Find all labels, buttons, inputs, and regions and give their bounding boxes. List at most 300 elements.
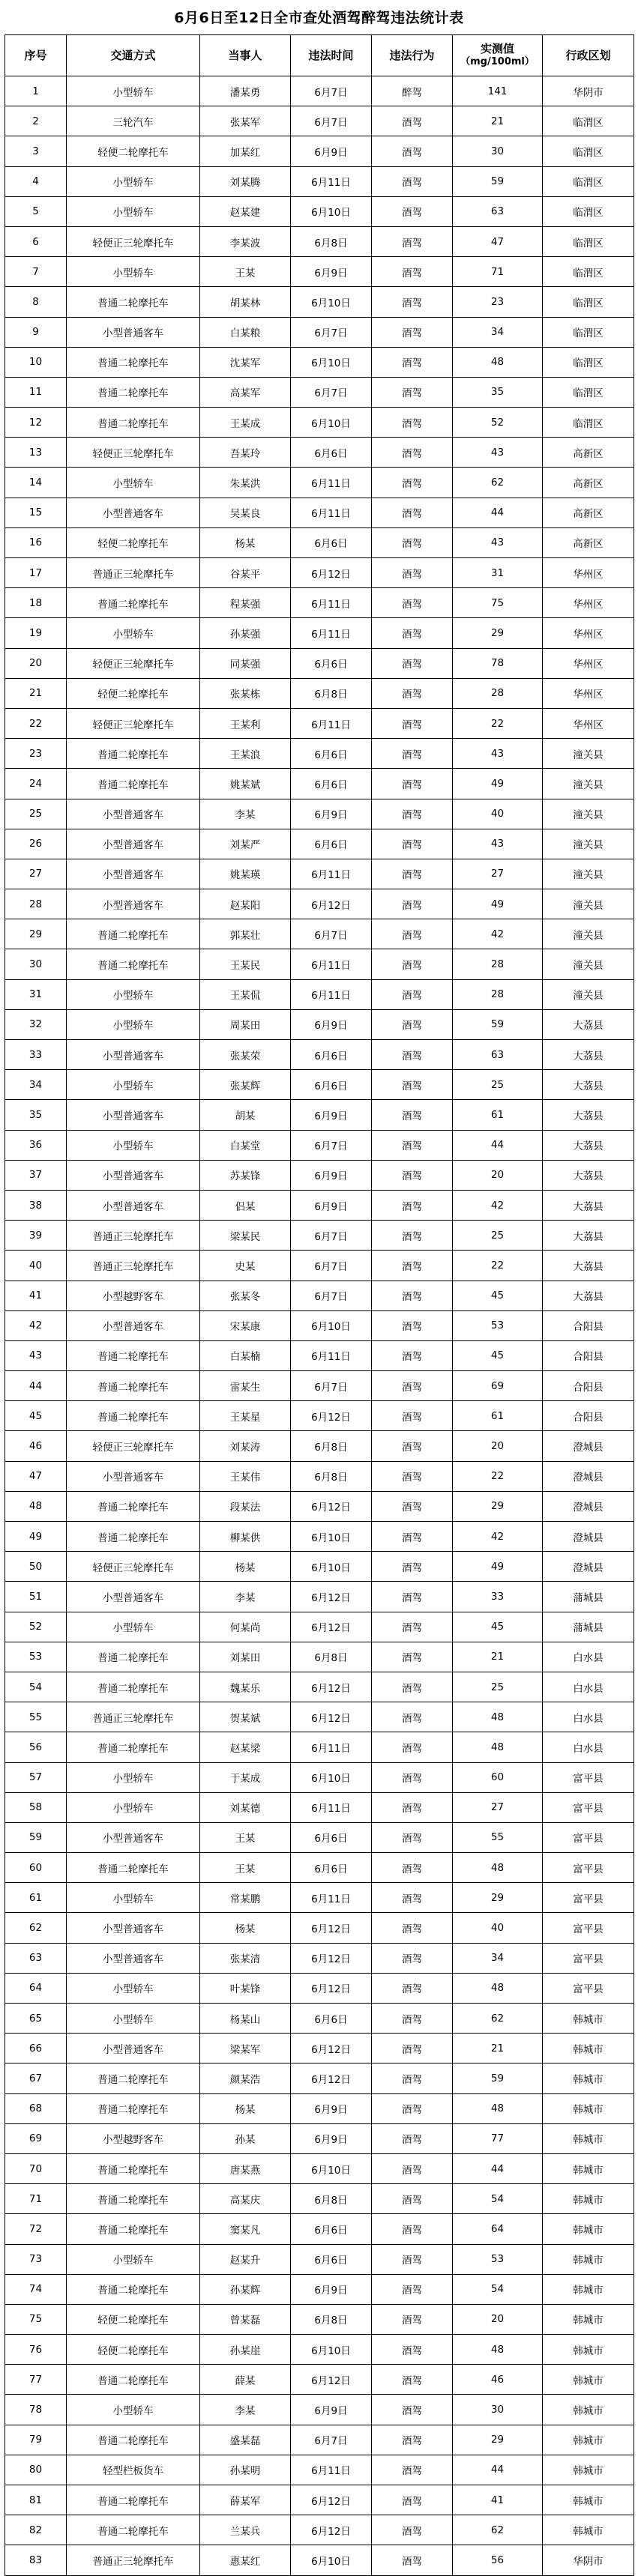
cell-measured-value: 44 (453, 2153, 543, 2183)
cell-vehicle-type: 小型轿车 (67, 1612, 200, 1642)
cell-violation-type: 酒驾 (372, 2335, 453, 2365)
cell-party: 同某强 (200, 648, 291, 678)
cell-measured-value: 48 (453, 1853, 543, 1883)
cell-measured-value: 61 (453, 1401, 543, 1431)
cell-index: 71 (5, 2184, 67, 2214)
cell-index: 66 (5, 2034, 67, 2063)
cell-district: 临渭区 (543, 317, 634, 347)
cell-violation-date: 6月6日 (291, 769, 372, 799)
cell-measured-value: 28 (453, 678, 543, 708)
cell-violation-date: 6月11日 (291, 1883, 372, 1913)
cell-vehicle-type: 轻便正三轮摩托车 (67, 708, 200, 738)
cell-vehicle-type: 普通二轮摩托车 (67, 588, 200, 618)
cell-violation-date: 6月6日 (291, 2004, 372, 2034)
cell-district: 华州区 (543, 708, 634, 738)
cell-measured-value: 30 (453, 2395, 543, 2425)
cell-party: 谷某平 (200, 558, 291, 588)
cell-party: 贺某斌 (200, 1702, 291, 1732)
cell-violation-date: 6月9日 (291, 1190, 372, 1220)
cell-vehicle-type: 轻型栏板货车 (67, 2455, 200, 2485)
cell-violation-date: 6月12日 (291, 558, 372, 588)
cell-violation-type: 酒驾 (372, 2425, 453, 2455)
cell-violation-date: 6月6日 (291, 438, 372, 468)
cell-vehicle-type: 普通二轮摩托车 (67, 2515, 200, 2545)
cell-violation-date: 6月6日 (291, 2214, 372, 2244)
cell-violation-type: 酒驾 (372, 136, 453, 166)
cell-violation-type: 酒驾 (372, 1040, 453, 1070)
cell-measured-value: 59 (453, 166, 543, 196)
cell-district: 韩城市 (543, 2335, 634, 2365)
cell-vehicle-type: 普通二轮摩托车 (67, 739, 200, 769)
table-row (5, 317, 634, 347)
cell-district: 韩城市 (543, 2184, 634, 2214)
cell-district: 华州区 (543, 618, 634, 648)
header-measured-value-label: 实测值 (480, 42, 514, 55)
cell-violation-type: 酒驾 (372, 2545, 453, 2575)
cell-violation-type: 酒驾 (372, 498, 453, 527)
cell-district: 白水县 (543, 1642, 634, 1672)
cell-violation-type: 酒驾 (372, 257, 453, 287)
cell-vehicle-type: 普通二轮摩托车 (67, 2485, 200, 2515)
cell-violation-type: 酒驾 (372, 889, 453, 919)
cell-violation-type: 酒驾 (372, 468, 453, 498)
cell-measured-value: 40 (453, 799, 543, 829)
cell-violation-type: 酒驾 (372, 438, 453, 468)
cell-measured-value: 25 (453, 1221, 543, 1251)
cell-vehicle-type: 小型普通客车 (67, 1943, 200, 1973)
cell-district: 大荔县 (543, 1190, 634, 1220)
cell-party: 叶某锋 (200, 1973, 291, 2003)
table-row (5, 106, 634, 136)
cell-measured-value: 54 (453, 2184, 543, 2214)
cell-violation-type: 酒驾 (372, 769, 453, 799)
cell-vehicle-type: 小型轿车 (67, 1762, 200, 1792)
cell-violation-date: 6月8日 (291, 678, 372, 708)
cell-party: 孙某强 (200, 618, 291, 648)
cell-index: 19 (5, 618, 67, 648)
cell-violation-date: 6月12日 (291, 1702, 372, 1732)
cell-violation-date: 6月9日 (291, 1160, 372, 1190)
cell-vehicle-type: 普通二轮摩托车 (67, 1522, 200, 1552)
cell-measured-value: 61 (453, 1100, 543, 1130)
cell-vehicle-type: 小型普通客车 (67, 1040, 200, 1070)
cell-party: 曾某磊 (200, 2304, 291, 2334)
cell-district: 富平县 (543, 1762, 634, 1792)
cell-measured-value: 45 (453, 1340, 543, 1370)
cell-violation-date: 6月12日 (291, 889, 372, 919)
cell-party: 白某粮 (200, 317, 291, 347)
cell-vehicle-type: 普通二轮摩托车 (67, 2425, 200, 2455)
cell-violation-type: 酒驾 (372, 1371, 453, 1401)
cell-index: 55 (5, 1702, 67, 1732)
header-index: 序号 (5, 35, 67, 76)
cell-party: 胡某林 (200, 287, 291, 317)
table-row (5, 1371, 634, 1401)
table-header-row (5, 35, 634, 76)
cell-party: 姚某斌 (200, 769, 291, 799)
cell-violation-date: 6月10日 (291, 196, 372, 226)
cell-measured-value: 40 (453, 1913, 543, 1943)
cell-party: 段某法 (200, 1491, 291, 1521)
cell-party: 王某侃 (200, 979, 291, 1009)
table-row (5, 1070, 634, 1100)
cell-violation-type: 酒驾 (372, 588, 453, 618)
cell-index: 3 (5, 136, 67, 166)
cell-district: 韩城市 (543, 2214, 634, 2244)
cell-index: 27 (5, 859, 67, 889)
cell-violation-date: 6月6日 (291, 648, 372, 678)
cell-index: 45 (5, 1401, 67, 1431)
cell-vehicle-type: 小型轿车 (67, 2395, 200, 2425)
table-row (5, 2545, 634, 2575)
cell-district: 大荔县 (543, 1130, 634, 1160)
cell-party: 杨某山 (200, 2004, 291, 2034)
cell-violation-type: 酒驾 (372, 1100, 453, 1130)
cell-index: 49 (5, 1522, 67, 1552)
cell-party: 侣某 (200, 1190, 291, 1220)
cell-vehicle-type: 轻便正三轮摩托车 (67, 1431, 200, 1461)
cell-district: 韩城市 (543, 2365, 634, 2395)
cell-index: 15 (5, 498, 67, 527)
cell-district: 大荔县 (543, 1281, 634, 1310)
table-row (5, 2244, 634, 2274)
cell-measured-value: 48 (453, 1732, 543, 1762)
cell-violation-type: 酒驾 (372, 1522, 453, 1552)
cell-vehicle-type: 普通二轮摩托车 (67, 2063, 200, 2093)
table-row (5, 257, 634, 287)
cell-violation-date: 6月7日 (291, 1221, 372, 1251)
table-row (5, 347, 634, 377)
cell-index: 14 (5, 468, 67, 498)
cell-index: 31 (5, 979, 67, 1009)
cell-index: 83 (5, 2545, 67, 2575)
cell-party: 史某 (200, 1251, 291, 1281)
cell-measured-value: 21 (453, 1642, 543, 1672)
cell-violation-date: 6月11日 (291, 1340, 372, 1370)
cell-violation-date: 6月9日 (291, 2274, 372, 2304)
cell-violation-type: 酒驾 (372, 618, 453, 648)
cell-measured-value: 25 (453, 1070, 543, 1100)
cell-index: 68 (5, 2093, 67, 2123)
cell-violation-date: 6月7日 (291, 1130, 372, 1160)
cell-measured-value: 33 (453, 1582, 543, 1612)
cell-district: 高新区 (543, 438, 634, 468)
cell-party: 吾某玲 (200, 438, 291, 468)
cell-vehicle-type: 普通二轮摩托车 (67, 2214, 200, 2244)
cell-index: 44 (5, 1371, 67, 1401)
cell-violation-type: 酒驾 (372, 1762, 453, 1792)
cell-index: 12 (5, 408, 67, 438)
cell-violation-type: 酒驾 (372, 2034, 453, 2063)
cell-district: 高新区 (543, 468, 634, 498)
cell-party: 杨某 (200, 1552, 291, 1582)
cell-violation-type: 醉驾 (372, 76, 453, 106)
cell-vehicle-type: 三轮汽车 (67, 106, 200, 136)
cell-district: 富平县 (543, 1792, 634, 1822)
cell-district: 韩城市 (543, 2455, 634, 2485)
cell-measured-value: 20 (453, 1160, 543, 1190)
cell-vehicle-type: 普通二轮摩托车 (67, 2365, 200, 2395)
table-row (5, 76, 634, 106)
cell-measured-value: 53 (453, 1310, 543, 1340)
cell-vehicle-type: 轻便二轮摩托车 (67, 2304, 200, 2334)
cell-vehicle-type: 普通二轮摩托车 (67, 2153, 200, 2183)
cell-district: 韩城市 (543, 2093, 634, 2123)
cell-party: 孙某崖 (200, 2335, 291, 2365)
table-row (5, 2093, 634, 2123)
header-district: 行政区划 (543, 35, 634, 76)
cell-vehicle-type: 小型普通客车 (67, 1461, 200, 1491)
cell-index: 82 (5, 2515, 67, 2545)
cell-district: 华阴市 (543, 2545, 634, 2575)
cell-measured-value: 22 (453, 708, 543, 738)
cell-vehicle-type: 轻便二轮摩托车 (67, 678, 200, 708)
cell-vehicle-type: 小型轿车 (67, 76, 200, 106)
cell-party: 王某成 (200, 408, 291, 438)
cell-index: 62 (5, 1913, 67, 1943)
table-row (5, 1642, 634, 1672)
cell-index: 35 (5, 1100, 67, 1130)
cell-index: 81 (5, 2485, 67, 2515)
cell-measured-value: 34 (453, 317, 543, 347)
cell-vehicle-type: 轻便正三轮摩托车 (67, 438, 200, 468)
cell-measured-value: 59 (453, 2063, 543, 2093)
cell-measured-value: 77 (453, 2123, 543, 2153)
cell-party: 杨某 (200, 2093, 291, 2123)
cell-measured-value: 23 (453, 287, 543, 317)
header-measured-value (453, 35, 543, 76)
cell-district: 蒲城县 (543, 1612, 634, 1642)
cell-measured-value: 49 (453, 769, 543, 799)
cell-index: 57 (5, 1762, 67, 1792)
cell-violation-type: 酒驾 (372, 317, 453, 347)
cell-vehicle-type: 小型普通客车 (67, 799, 200, 829)
cell-index: 73 (5, 2244, 67, 2274)
cell-index: 75 (5, 2304, 67, 2334)
cell-violation-date: 6月12日 (291, 1943, 372, 1973)
cell-violation-date: 6月11日 (291, 618, 372, 648)
table-row (5, 1251, 634, 1281)
cell-party: 柳某供 (200, 1522, 291, 1552)
cell-index: 46 (5, 1431, 67, 1461)
cell-violation-type: 酒驾 (372, 1732, 453, 1762)
table-row (5, 1009, 634, 1039)
cell-district: 潼关县 (543, 799, 634, 829)
cell-violation-type: 酒驾 (372, 2004, 453, 2034)
cell-measured-value: 44 (453, 2455, 543, 2485)
cell-district: 韩城市 (543, 2274, 634, 2304)
cell-measured-value: 29 (453, 1491, 543, 1521)
cell-measured-value: 31 (453, 558, 543, 588)
cell-measured-value: 45 (453, 1612, 543, 1642)
cell-party: 加某红 (200, 136, 291, 166)
cell-district: 大荔县 (543, 1160, 634, 1190)
page-title: 6月6日至12日全市查处酒驾醉驾违法统计表 (174, 10, 464, 26)
cell-vehicle-type: 普通正三轮摩托车 (67, 1221, 200, 1251)
cell-violation-date: 6月7日 (291, 1251, 372, 1281)
cell-violation-date: 6月10日 (291, 1310, 372, 1340)
cell-vehicle-type: 普通二轮摩托车 (67, 1732, 200, 1762)
cell-vehicle-type: 小型轿车 (67, 468, 200, 498)
table-row (5, 408, 634, 438)
cell-vehicle-type: 轻便二轮摩托车 (67, 136, 200, 166)
cell-violation-type: 酒驾 (372, 1070, 453, 1100)
cell-party: 王某 (200, 257, 291, 287)
header-measured-value-unit: （mg/100ml） (460, 56, 535, 67)
cell-measured-value: 69 (453, 1371, 543, 1401)
cell-vehicle-type: 普通二轮摩托车 (67, 1401, 200, 1431)
cell-measured-value: 29 (453, 2425, 543, 2455)
cell-measured-value: 35 (453, 377, 543, 407)
cell-party: 潘某勇 (200, 76, 291, 106)
cell-district: 潼关县 (543, 889, 634, 919)
cell-measured-value: 49 (453, 1552, 543, 1582)
cell-vehicle-type: 小型轿车 (67, 257, 200, 287)
cell-measured-value: 28 (453, 979, 543, 1009)
cell-party: 沈某军 (200, 347, 291, 377)
table-row (5, 2184, 634, 2214)
cell-vehicle-type: 小型轿车 (67, 196, 200, 226)
cell-party: 李某 (200, 1582, 291, 1612)
cell-party: 兰某兵 (200, 2515, 291, 2545)
cell-district: 白水县 (543, 1702, 634, 1732)
cell-violation-date: 6月12日 (291, 2365, 372, 2395)
table-row (5, 1281, 634, 1310)
cell-party: 赵某建 (200, 196, 291, 226)
table-row (5, 498, 634, 527)
cell-party: 常某鹏 (200, 1883, 291, 1913)
cell-party: 孙某辉 (200, 2274, 291, 2304)
cell-district: 华州区 (543, 558, 634, 588)
cell-district: 临渭区 (543, 226, 634, 256)
cell-vehicle-type: 小型轿车 (67, 1009, 200, 1039)
header-violation-type: 违法行为 (372, 35, 453, 76)
table-row (5, 859, 634, 889)
cell-vehicle-type: 小型普通客车 (67, 2034, 200, 2063)
cell-district: 大荔县 (543, 1040, 634, 1070)
cell-party: 张某冬 (200, 1281, 291, 1310)
table-row (5, 588, 634, 618)
cell-index: 70 (5, 2153, 67, 2183)
table-row (5, 2304, 634, 2334)
table-row (5, 1792, 634, 1822)
cell-measured-value: 78 (453, 648, 543, 678)
cell-measured-value: 48 (453, 1973, 543, 2003)
cell-violation-date: 6月11日 (291, 2455, 372, 2485)
cell-measured-value: 49 (453, 889, 543, 919)
cell-vehicle-type: 普通二轮摩托车 (67, 769, 200, 799)
table-row (5, 2004, 634, 2034)
cell-district: 临渭区 (543, 196, 634, 226)
table-row (5, 1040, 634, 1070)
cell-district: 华州区 (543, 588, 634, 618)
cell-index: 48 (5, 1491, 67, 1521)
table-row (5, 919, 634, 949)
cell-violation-type: 酒驾 (372, 648, 453, 678)
table-row (5, 377, 634, 407)
cell-district: 临渭区 (543, 287, 634, 317)
table-row (5, 1160, 634, 1190)
table-row (5, 1522, 634, 1552)
table-row (5, 2063, 634, 2093)
cell-party: 胡某 (200, 1100, 291, 1130)
cell-measured-value: 48 (453, 2093, 543, 2123)
cell-index: 9 (5, 317, 67, 347)
cell-district: 临渭区 (543, 347, 634, 377)
cell-party: 吴某良 (200, 498, 291, 527)
table-row (5, 1401, 634, 1431)
cell-measured-value: 62 (453, 2515, 543, 2545)
cell-measured-value: 43 (453, 438, 543, 468)
cell-measured-value: 71 (453, 257, 543, 287)
cell-vehicle-type: 小型轿车 (67, 2004, 200, 2034)
cell-measured-value: 55 (453, 1822, 543, 1852)
cell-district: 大荔县 (543, 1100, 634, 1130)
cell-district: 大荔县 (543, 1070, 634, 1100)
cell-index: 69 (5, 2123, 67, 2153)
cell-index: 72 (5, 2214, 67, 2244)
cell-vehicle-type: 小型普通客车 (67, 829, 200, 859)
cell-violation-date: 6月10日 (291, 347, 372, 377)
cell-party: 于某成 (200, 1762, 291, 1792)
cell-index: 6 (5, 226, 67, 256)
cell-district: 潼关县 (543, 769, 634, 799)
cell-index: 32 (5, 1009, 67, 1039)
cell-vehicle-type: 普通二轮摩托车 (67, 919, 200, 949)
cell-party: 程某强 (200, 588, 291, 618)
cell-vehicle-type: 小型轿车 (67, 1792, 200, 1822)
cell-violation-date: 6月12日 (291, 1582, 372, 1612)
cell-measured-value: 64 (453, 2214, 543, 2244)
cell-measured-value: 60 (453, 1762, 543, 1792)
cell-vehicle-type: 小型普通客车 (67, 889, 200, 919)
cell-violation-type: 酒驾 (372, 1552, 453, 1582)
cell-district: 临渭区 (543, 166, 634, 196)
cell-vehicle-type: 小型轿车 (67, 1070, 200, 1100)
cell-violation-date: 6月9日 (291, 1009, 372, 1039)
cell-vehicle-type: 小型普通客车 (67, 1100, 200, 1130)
table-row (5, 1943, 634, 1973)
table-row (5, 2485, 634, 2515)
cell-measured-value: 53 (453, 2244, 543, 2274)
cell-violation-type: 酒驾 (372, 1491, 453, 1521)
table-row (5, 1762, 634, 1792)
table-row (5, 438, 634, 468)
table-row (5, 979, 634, 1009)
cell-measured-value: 141 (453, 76, 543, 106)
cell-violation-type: 酒驾 (372, 2123, 453, 2153)
cell-violation-date: 6月9日 (291, 257, 372, 287)
cell-district: 临渭区 (543, 257, 634, 287)
cell-vehicle-type: 普通二轮摩托车 (67, 377, 200, 407)
cell-index: 42 (5, 1310, 67, 1340)
cell-measured-value: 42 (453, 919, 543, 949)
cell-district: 韩城市 (543, 2153, 634, 2183)
cell-index: 65 (5, 2004, 67, 2034)
cell-violation-type: 酒驾 (372, 1130, 453, 1160)
cell-violation-type: 酒驾 (372, 1792, 453, 1822)
cell-district: 华州区 (543, 648, 634, 678)
cell-party: 白某楠 (200, 1340, 291, 1370)
cell-violation-type: 酒驾 (372, 1009, 453, 1039)
cell-party: 雷某生 (200, 1371, 291, 1401)
cell-vehicle-type: 轻便二轮摩托车 (67, 527, 200, 557)
cell-violation-date: 6月10日 (291, 1762, 372, 1792)
cell-violation-date: 6月11日 (291, 468, 372, 498)
cell-measured-value: 27 (453, 859, 543, 889)
cell-measured-value: 21 (453, 2034, 543, 2063)
cell-vehicle-type: 小型普通客车 (67, 498, 200, 527)
